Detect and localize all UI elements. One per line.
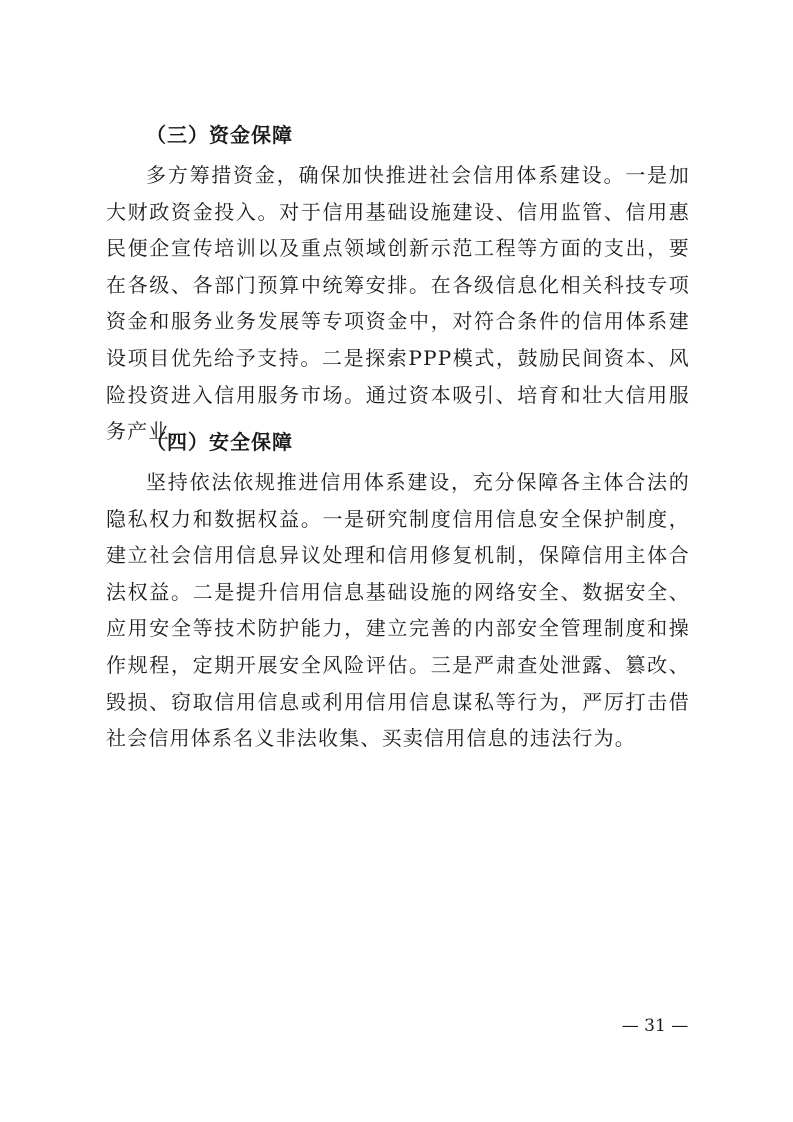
section-heading: （三）资金保障 <box>146 123 293 147</box>
section-funding-guarantee <box>106 113 690 450</box>
section-security-guarantee <box>106 420 690 757</box>
section-paragraph: 多方筹措资金，确保加快推进社会信用体系建设。一是加大财政资金投入。对于信用基础设施建设、信用监管、信用惠民便企宣传培训以及重点领域创新示范工程等方面的支出，要在各级、各部门预算中统筹安排。在各级信息化相关科技专项资金和服务业务发展等专项资金中，对符合条件的信用体系建设项目优先给予支持。二是探索PPP模式，鼓励民间资本、风险投资进入信用服务市场。通过资本吸引、培育和壮大信用服务产业。 <box>106 163 690 444</box>
section-paragraph: 坚持依法依规推进信用体系建设，充分保障各主体合法的隐私权力和数据权益。一是研究制度信用信息安全保护制度，建立社会信用信息异议处理和信用修复机制，保障信用主体合法权益。二是提升信用信息基础设施的网络安全、数据安全、应用安全等技术防护能力，建立完善的内部安全管理制度和操作规程，定期开展安全风险评估。三是严肃查处泄露、篡改、毁损、窃取信用信息或利用信用信息谋私等行为，严厉打击借社会信用体系名义非法收集、买卖信用信息的违法行为。 <box>106 470 690 751</box>
section-heading: （四）安全保障 <box>146 430 293 454</box>
page-number: — 31 — <box>621 1016 689 1036</box>
